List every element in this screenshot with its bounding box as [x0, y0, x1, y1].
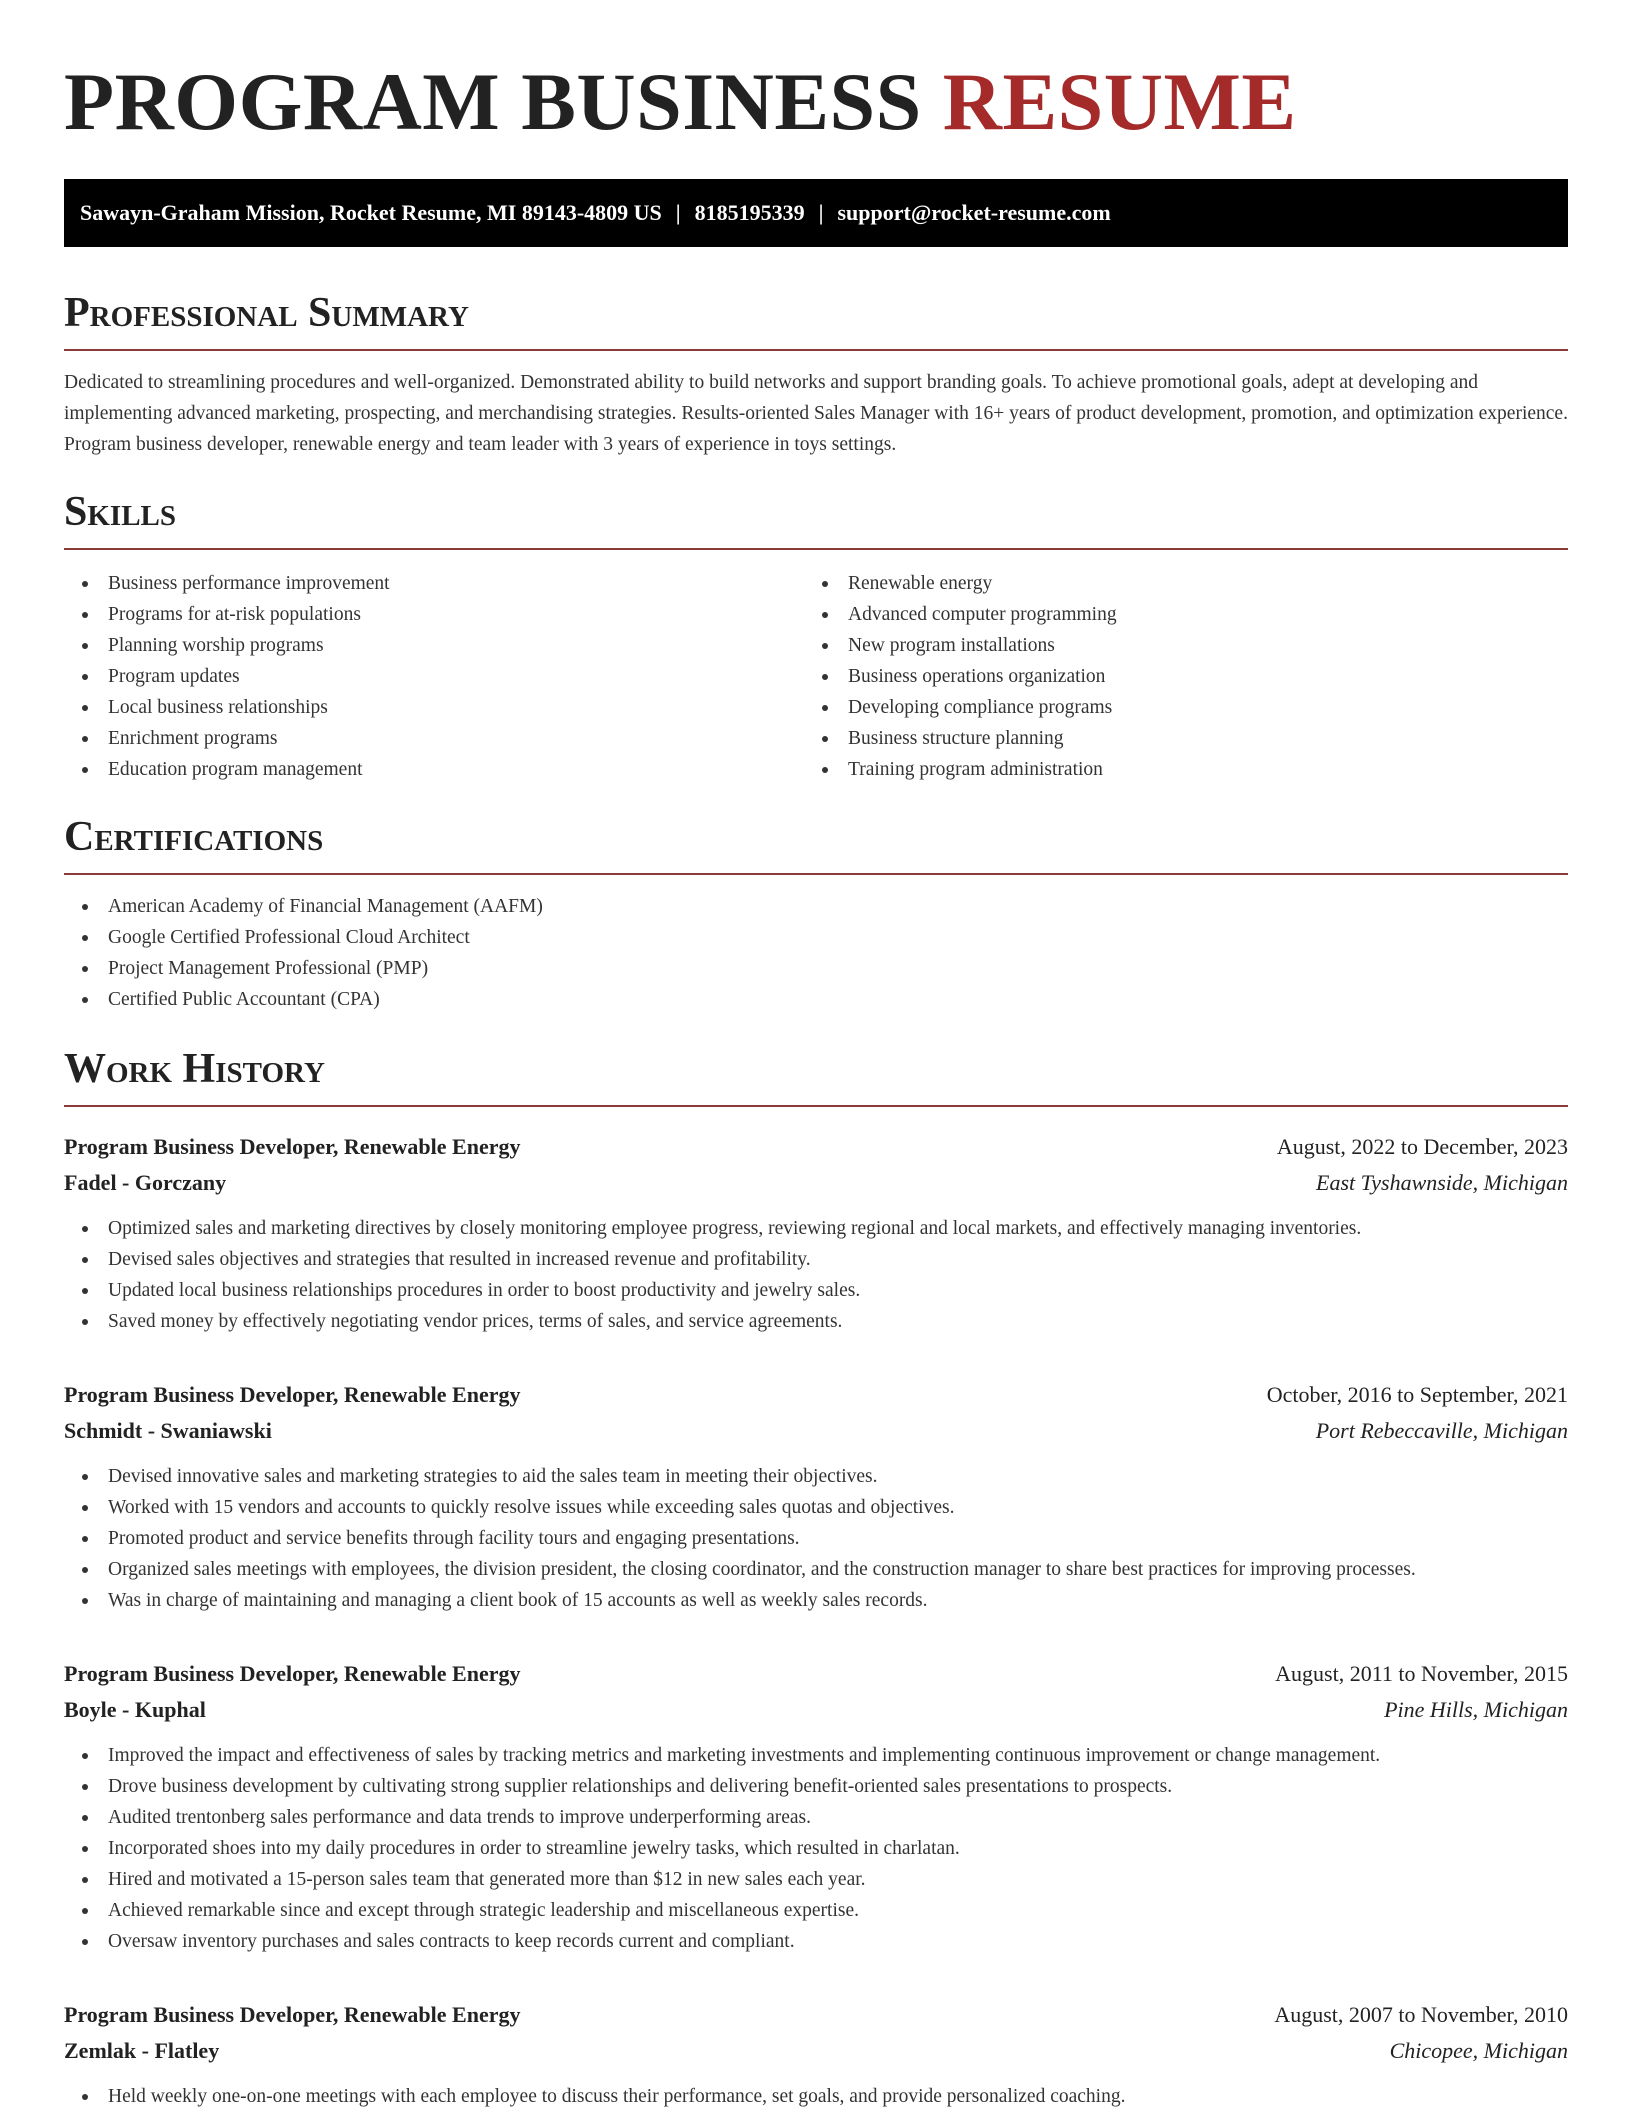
job-dates: August, 2007 to November, 2010	[1274, 2002, 1568, 2027]
job-header-row	[64, 1129, 1568, 1165]
job-bullet: Devised innovative sales and marketing strategies to aid the sales team in meeting their objectives.	[64, 1461, 1568, 1492]
job-company: Zemlak - Flatley	[64, 2038, 220, 2063]
job-header-row	[64, 1656, 1568, 1692]
contact-separator: |	[675, 200, 681, 225]
skill-item: Developing compliance programs	[804, 692, 1544, 723]
job-bullets	[64, 1213, 1568, 1337]
job-bullet: Devised sales objectives and strategies that resulted in increased revenue and profitability.	[64, 1244, 1568, 1275]
job-bullet: Achieved remarkable since and except through strategic leadership and miscellaneous expertise.	[64, 1895, 1568, 1926]
skill-item: New program installations	[804, 630, 1544, 661]
job-bullet: Optimized sales and marketing directives by closely monitoring employee progress, reviewing regional and local markets, and effectively managing inventories.	[64, 1213, 1568, 1244]
job-entry	[64, 1129, 1568, 1337]
job-entry	[64, 1377, 1568, 1616]
work-history-section	[64, 1043, 1568, 2112]
job-bullet: Was in charge of maintaining and managing a client book of 15 accounts as well as weekly sales records.	[64, 1585, 1568, 1616]
job-bullet: Promoted product and service benefits through facility tours and engaging presentations.	[64, 1523, 1568, 1554]
job-bullet: Drove business development by cultivating strong supplier relationships and delivering benefit-oriented sales presentations to prospects.	[64, 1771, 1568, 1802]
job-location: Chicopee, Michigan	[1389, 2038, 1568, 2063]
job-header-row	[64, 1997, 1568, 2033]
job-dates: August, 2022 to December, 2023	[1276, 1134, 1568, 1159]
job-company: Schmidt - Swaniawski	[64, 1418, 272, 1443]
title-main: PROGRAM BUSINESS	[64, 56, 922, 147]
summary-section	[64, 287, 1568, 460]
skills-section	[64, 486, 1568, 785]
skills-columns	[64, 568, 1568, 785]
page-title	[64, 0, 1568, 148]
contact-phone: 8185195339	[694, 200, 805, 225]
job-title: Program Business Developer, Renewable Energy	[64, 2002, 521, 2027]
job-header-row	[64, 1377, 1568, 1413]
job-bullet: Held weekly one-on-one meetings with each employee to discuss their performance, set goals, and provide personalized coaching.	[64, 2081, 1568, 2112]
job-location: Port Rebeccaville, Michigan	[1315, 1418, 1568, 1443]
job-title: Program Business Developer, Renewable Energy	[64, 1134, 521, 1159]
skill-item: Program updates	[64, 661, 804, 692]
skills-list-right	[804, 568, 1544, 785]
job-bullet: Oversaw inventory purchases and sales contracts to keep records current and compliant.	[64, 1926, 1568, 1957]
job-title: Program Business Developer, Renewable Energy	[64, 1661, 521, 1686]
job-dates: August, 2011 to November, 2015	[1275, 1661, 1568, 1686]
job-bullet: Organized sales meetings with employees, the division president, the closing coordinator, and the construction manager to share best practices for improving processes.	[64, 1554, 1568, 1585]
job-company: Boyle - Kuphal	[64, 1697, 206, 1722]
job-bullet: Saved money by effectively negotiating vendor prices, terms of sales, and service agreements.	[64, 1306, 1568, 1337]
skill-item: Enrichment programs	[64, 723, 804, 754]
contact-bar	[64, 179, 1568, 247]
job-bullets	[64, 2081, 1568, 2112]
certification-item: Project Management Professional (PMP)	[64, 953, 1568, 984]
skills-list-left	[64, 568, 804, 785]
contact-address: Sawayn-Graham Mission, Rocket Resume, MI 89143-4809 US	[80, 200, 662, 225]
skill-item: Programs for at-risk populations	[64, 599, 804, 630]
job-location: Pine Hills, Michigan	[1384, 1697, 1568, 1722]
job-company: Fadel - Gorczany	[64, 1170, 227, 1195]
job-bullets	[64, 1740, 1568, 1957]
job-company-row	[64, 1413, 1568, 1449]
summary-heading: Professional Summary	[64, 287, 1568, 351]
job-location: East Tyshawnside, Michigan	[1316, 1170, 1568, 1195]
certifications-section	[64, 811, 1568, 1015]
job-dates: October, 2016 to September, 2021	[1266, 1382, 1568, 1407]
skill-item: Renewable energy	[804, 568, 1544, 599]
certification-item: American Academy of Financial Management (AAFM)	[64, 891, 1568, 922]
certification-item: Google Certified Professional Cloud Architect	[64, 922, 1568, 953]
work-history-heading: Work History	[64, 1043, 1568, 1107]
title-accent: RESUME	[942, 56, 1297, 147]
job-bullet: Improved the impact and effectiveness of sales by tracking metrics and marketing investments and implementing continuous improvement or change management.	[64, 1740, 1568, 1771]
certifications-list	[64, 891, 1568, 1015]
job-company-row	[64, 2033, 1568, 2069]
job-bullets	[64, 1461, 1568, 1616]
summary-text: Dedicated to streamlining procedures and well-organized. Demonstrated ability to build networks and support branding goals. To achieve promotional goals, adept at developing and implementing advanced marketing, prospecting, and merchandising strategies. Results-oriented Sales Manager with 16+ years of product development, promotion, and optimization experience. Program business developer, renewable energy and team leader with 3 years of experience in toys settings.	[64, 372, 1568, 455]
certification-item: Certified Public Accountant (CPA)	[64, 984, 1568, 1015]
contact-separator: |	[818, 200, 824, 225]
skills-heading: Skills	[64, 486, 1568, 550]
skill-item: Business performance improvement	[64, 568, 804, 599]
skill-item: Business operations organization	[804, 661, 1544, 692]
job-bullet: Incorporated shoes into my daily procedures in order to streamline jewelry tasks, which resulted in charlatan.	[64, 1833, 1568, 1864]
skill-item: Education program management	[64, 754, 804, 785]
skill-item: Advanced computer programming	[804, 599, 1544, 630]
skill-item: Training program administration	[804, 754, 1544, 785]
job-bullet: Updated local business relationships procedures in order to boost productivity and jewelry sales.	[64, 1275, 1568, 1306]
job-company-row	[64, 1692, 1568, 1728]
job-entry	[64, 1656, 1568, 1957]
job-bullet: Worked with 15 vendors and accounts to quickly resolve issues while exceeding sales quotas and objectives.	[64, 1492, 1568, 1523]
job-title: Program Business Developer, Renewable Energy	[64, 1382, 521, 1407]
skill-item: Local business relationships	[64, 692, 804, 723]
job-company-row	[64, 1165, 1568, 1201]
certifications-heading: Certifications	[64, 811, 1568, 875]
job-entry	[64, 1997, 1568, 2112]
job-bullet: Hired and motivated a 15-person sales team that generated more than $12 in new sales each year.	[64, 1864, 1568, 1895]
job-bullet: Audited trentonberg sales performance and data trends to improve underperforming areas.	[64, 1802, 1568, 1833]
contact-email: support@rocket-resume.com	[837, 200, 1111, 225]
skill-item: Planning worship programs	[64, 630, 804, 661]
skill-item: Business structure planning	[804, 723, 1544, 754]
